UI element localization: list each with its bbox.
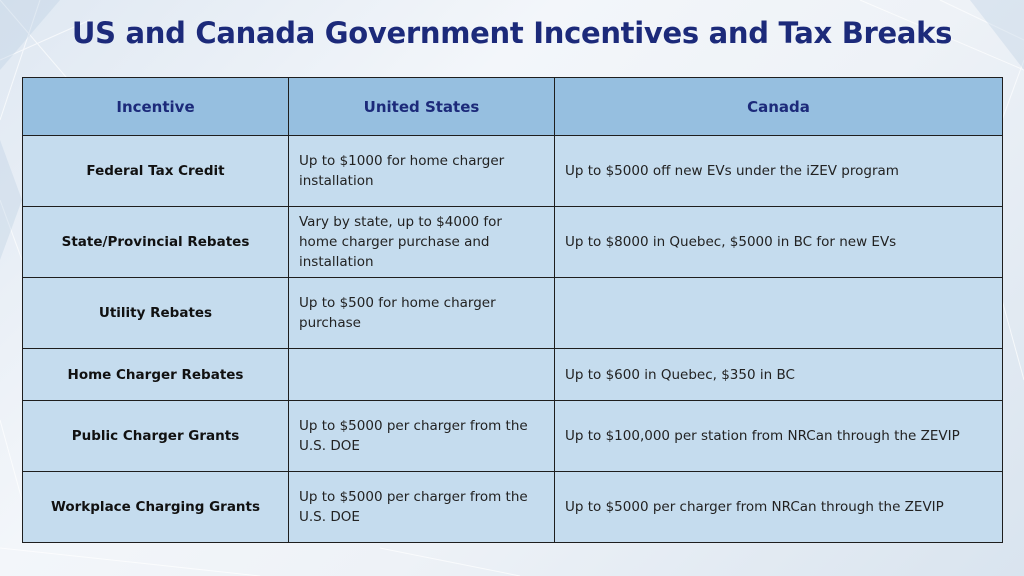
canada-cell: Up to $600 in Quebec, $350 in BC	[555, 349, 1003, 401]
us-cell: Up to $5000 per charger from the U.S. DOE	[289, 401, 555, 472]
table-row	[23, 401, 1003, 472]
incentive-cell: State/Provincial Rebates	[23, 207, 289, 278]
incentive-cell: Workplace Charging Grants	[23, 472, 289, 543]
canada-cell: Up to $8000 in Quebec, $5000 in BC for new EVs	[555, 207, 1003, 278]
canada-cell: Up to $5000 per charger from NRCan through the ZEVIP	[555, 472, 1003, 543]
canada-cell: Up to $100,000 per station from NRCan through the ZEVIP	[555, 401, 1003, 472]
us-cell: Up to $500 for home charger purchase	[289, 278, 555, 349]
canada-cell: Up to $5000 off new EVs under the iZEV program	[555, 136, 1003, 207]
table-row	[23, 349, 1003, 401]
incentives-table	[22, 77, 1003, 543]
column-header-united-states: United States	[289, 78, 555, 136]
us-cell: Vary by state, up to $4000 for home charger purchase and installation	[289, 207, 555, 278]
column-header-canada: Canada	[555, 78, 1003, 136]
incentive-cell: Federal Tax Credit	[23, 136, 289, 207]
incentive-cell: Public Charger Grants	[23, 401, 289, 472]
page-title: US and Canada Government Incentives and Tax Breaks	[71, 16, 953, 50]
us-cell: Up to $1000 for home charger installation	[289, 136, 555, 207]
canada-cell	[555, 278, 1003, 349]
incentive-cell: Utility Rebates	[23, 278, 289, 349]
table-row	[23, 207, 1003, 278]
us-cell	[289, 349, 555, 401]
table-row	[23, 136, 1003, 207]
us-cell: Up to $5000 per charger from the U.S. DOE	[289, 472, 555, 543]
incentive-cell: Home Charger Rebates	[23, 349, 289, 401]
table-header-row	[23, 78, 1003, 136]
column-header-incentive: Incentive	[23, 78, 289, 136]
table-row	[23, 472, 1003, 543]
table-row	[23, 278, 1003, 349]
